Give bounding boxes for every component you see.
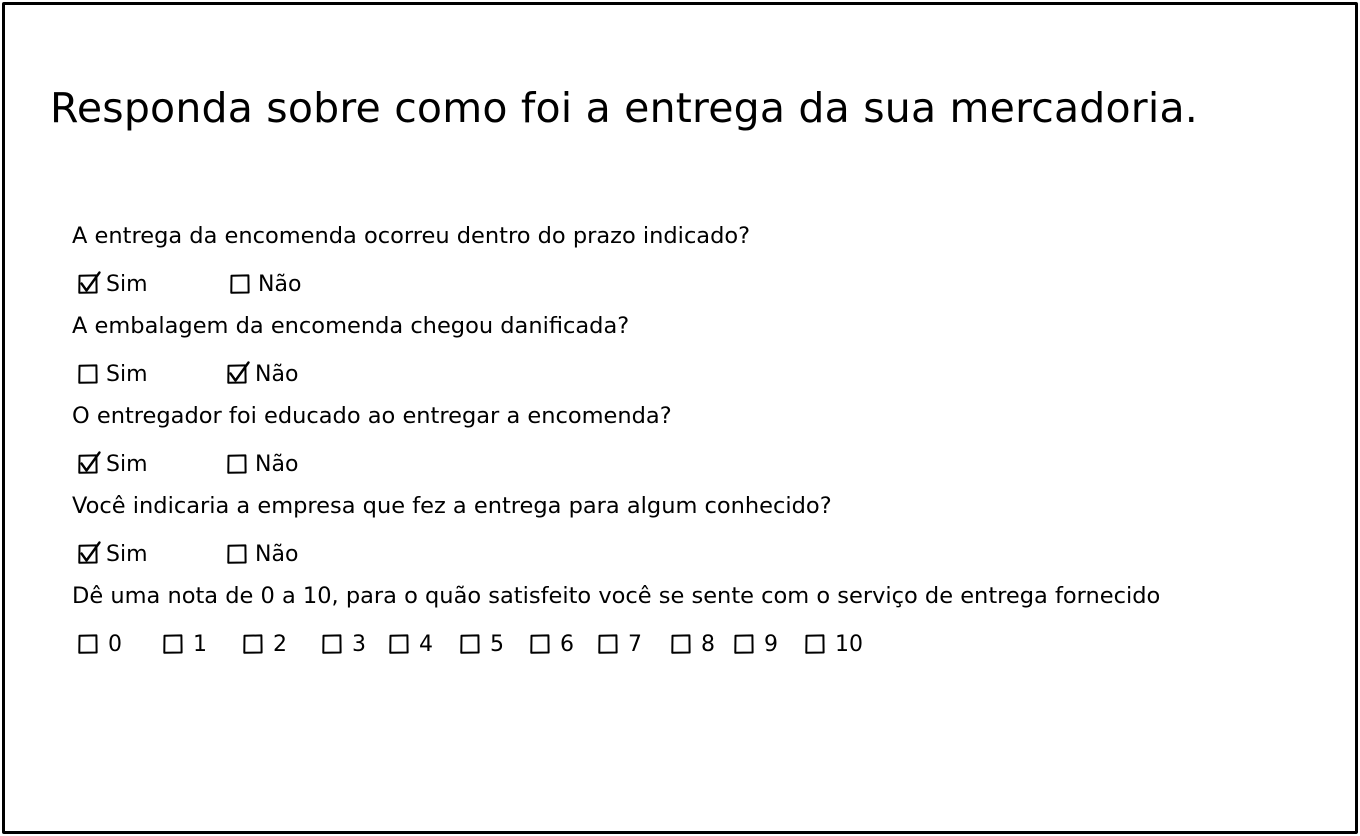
question-4-text: Você indicaria a empresa que fez a entrega para algum conhecido? bbox=[72, 493, 832, 519]
checkbox[interactable] bbox=[78, 634, 98, 654]
checkbox[interactable] bbox=[671, 634, 691, 654]
option-label: 3 bbox=[352, 631, 366, 657]
option-label: 4 bbox=[419, 631, 433, 657]
option-label: 1 bbox=[193, 631, 207, 657]
rating-option-2[interactable] bbox=[243, 630, 287, 658]
rating-option-9[interactable] bbox=[734, 630, 778, 658]
question-3-text: O entregador foi educado ao entregar a encomenda? bbox=[72, 403, 672, 429]
rating-option-8[interactable] bbox=[671, 630, 715, 658]
checkbox[interactable] bbox=[163, 634, 183, 654]
option-label: 8 bbox=[701, 631, 715, 657]
checkbox[interactable] bbox=[530, 634, 550, 654]
checkbox[interactable] bbox=[243, 634, 263, 654]
option-label: Sim bbox=[106, 361, 148, 387]
q2-option-sim[interactable] bbox=[78, 360, 148, 388]
checkbox[interactable] bbox=[227, 544, 247, 564]
checkbox[interactable] bbox=[78, 364, 98, 384]
rating-option-5[interactable] bbox=[460, 630, 504, 658]
rating-question-text: Dê uma nota de 0 a 10, para o quão satisfeito você se sente com o serviço de entrega fornecido bbox=[72, 583, 1161, 609]
rating-option-7[interactable] bbox=[598, 630, 642, 658]
option-label: 0 bbox=[108, 631, 122, 657]
q3-option-nao[interactable] bbox=[227, 450, 298, 478]
q4-option-nao[interactable] bbox=[227, 540, 298, 568]
rating-option-3[interactable] bbox=[322, 630, 366, 658]
question-2-text: A embalagem da encomenda chegou danificada? bbox=[72, 313, 630, 339]
checkbox[interactable] bbox=[734, 634, 754, 654]
option-label: 5 bbox=[490, 631, 504, 657]
checkbox[interactable] bbox=[227, 364, 247, 384]
rating-option-4[interactable] bbox=[389, 630, 433, 658]
checkbox[interactable] bbox=[230, 274, 250, 294]
option-label: 9 bbox=[764, 631, 778, 657]
checkbox[interactable] bbox=[322, 634, 342, 654]
option-label: 10 bbox=[835, 631, 863, 657]
checkbox[interactable] bbox=[460, 634, 480, 654]
option-label: 6 bbox=[560, 631, 574, 657]
checkbox[interactable] bbox=[389, 634, 409, 654]
q3-option-sim[interactable] bbox=[78, 450, 148, 478]
option-label: Não bbox=[255, 361, 299, 387]
checkbox[interactable] bbox=[78, 544, 98, 564]
q1-option-nao[interactable] bbox=[230, 270, 301, 298]
q2-option-nao[interactable] bbox=[227, 360, 298, 388]
page-title: Responda sobre como foi a entrega da sua mercadoria. bbox=[50, 84, 1199, 132]
rating-option-0[interactable] bbox=[78, 630, 122, 658]
rating-option-1[interactable] bbox=[163, 630, 207, 658]
checkbox[interactable] bbox=[598, 634, 618, 654]
option-label: Não bbox=[255, 451, 299, 477]
checkbox[interactable] bbox=[805, 634, 825, 654]
rating-option-10[interactable] bbox=[805, 630, 863, 658]
rating-option-6[interactable] bbox=[530, 630, 574, 658]
option-label: Sim bbox=[106, 541, 148, 567]
option-label: Sim bbox=[106, 271, 148, 297]
option-label: 2 bbox=[273, 631, 287, 657]
option-label: Sim bbox=[106, 451, 148, 477]
option-label: Não bbox=[258, 271, 302, 297]
checkbox[interactable] bbox=[78, 454, 98, 474]
option-label: 7 bbox=[628, 631, 642, 657]
q4-option-sim[interactable] bbox=[78, 540, 148, 568]
option-label: Não bbox=[255, 541, 299, 567]
checkbox[interactable] bbox=[78, 274, 98, 294]
question-1-text: A entrega da encomenda ocorreu dentro do prazo indicado? bbox=[72, 223, 751, 249]
checkbox[interactable] bbox=[227, 454, 247, 474]
q1-option-sim[interactable] bbox=[78, 270, 148, 298]
